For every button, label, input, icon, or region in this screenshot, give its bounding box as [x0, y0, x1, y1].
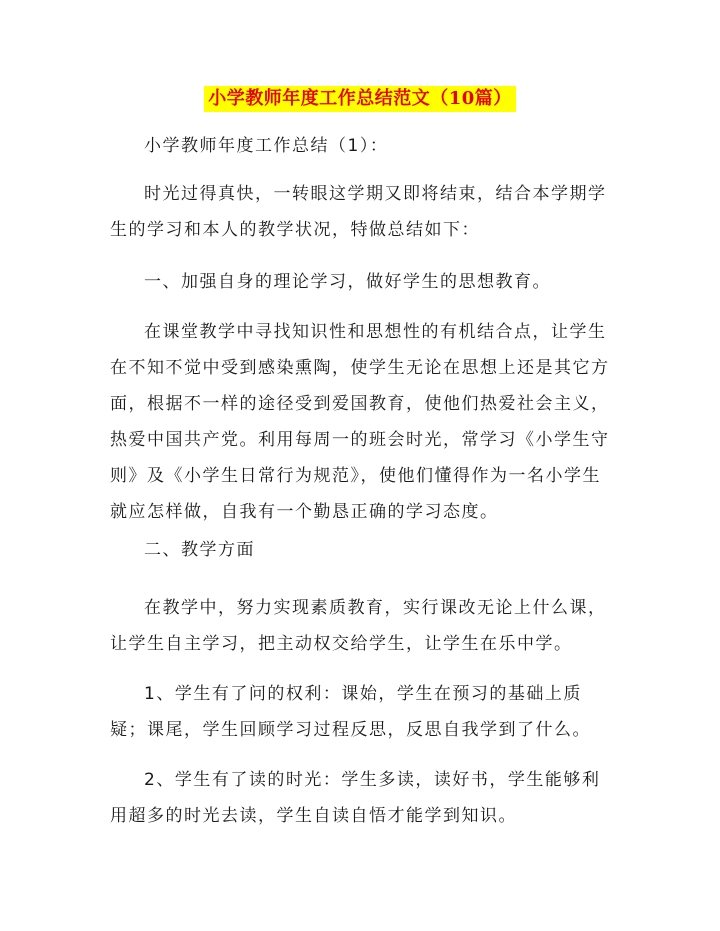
section-heading-1: 小学教师年度工作总结（1）：	[144, 136, 389, 156]
document-title: 小学教师年度工作总结范文（10篇）	[204, 86, 516, 112]
list-item: 2、学生有了读的时光：学生多读，读好书，学生能够利用超多的时光去读，学生自读自悟才能学到知识。	[110, 770, 601, 826]
section-heading-teaching: 二、教学方面	[144, 540, 255, 560]
title-container	[0, 86, 720, 112]
teaching-paragraph: 在教学中，努力实现素质教育，实行课改无论上什么课，让学生自主学习，把主动权交给学生，让学生在乐中学。	[110, 598, 607, 654]
section-heading-theory: 一、加强自身的理论学习，做好学生的思想教育。	[144, 272, 551, 292]
theory-paragraph: 在课堂教学中寻找知识性和思想性的有机结合点，让学生在不知不觉中受到感染熏陶，使学生无论在思想上还是其它方面，根据不一样的途径受到爱国教育，使他们热爱社会主义，热爱中国共产党。利用每周一的班会时光，常学习《小学生守则》及《小学生日常行为规范》，使他们懂得作为一名小学生就应怎样做，自我有一个勤恳正确的学习态度。	[110, 322, 610, 522]
intro-paragraph: 时光过得真快，一转眼这学期又即将结束，结合本学期学生的学习和本人的教学状况，特做总结如下：	[110, 184, 607, 240]
list-item: 1、学生有了问的权利：课始，学生在预习的基础上质疑；课尾，学生回顾学习过程反思，反思自我学到了什么。	[110, 684, 591, 740]
